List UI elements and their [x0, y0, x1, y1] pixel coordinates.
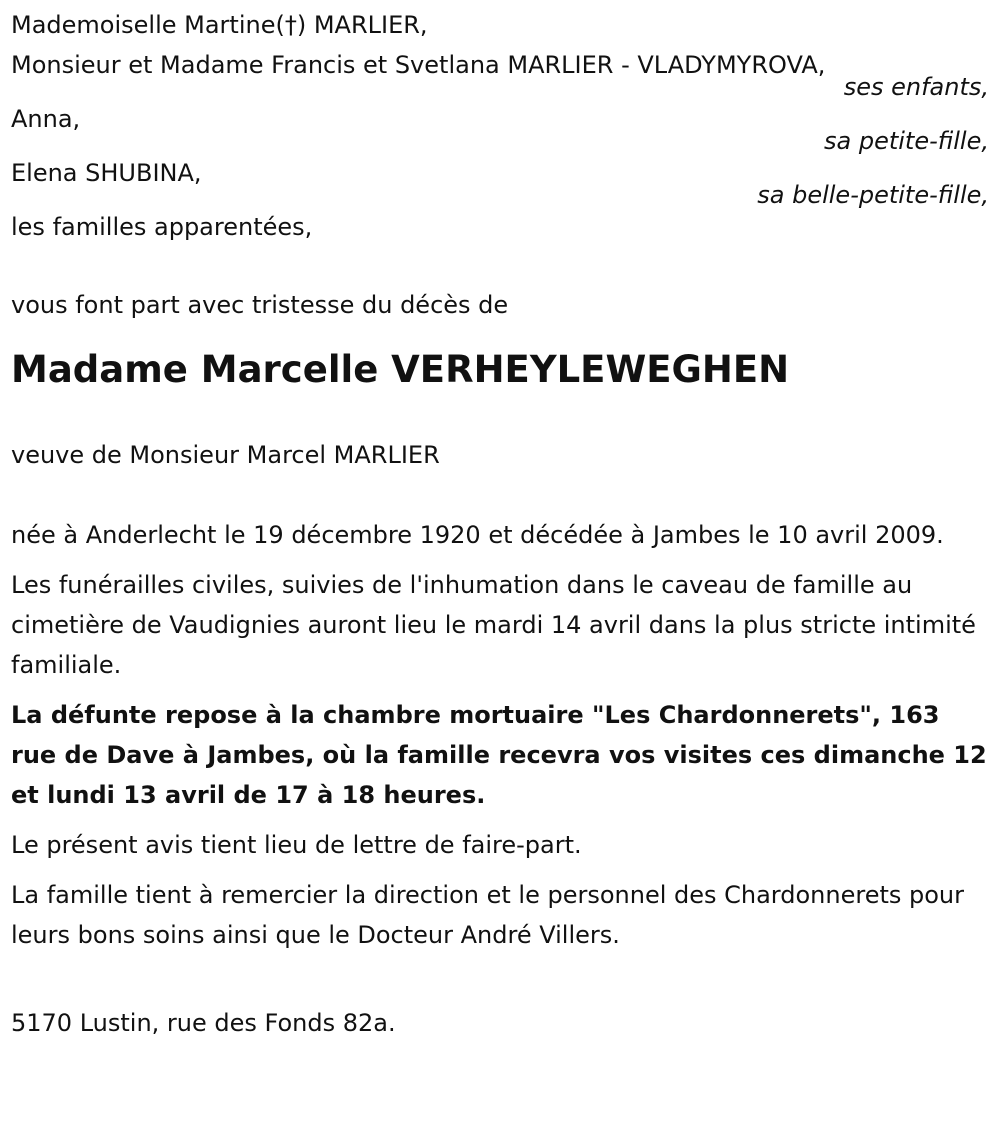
granddaughter-in-law-name: Elena SHUBINA,	[11, 159, 202, 187]
family-member-line-2: Monsieur et Madame Francis et Svetlana MARLIER - VLADYMYROVA,	[11, 51, 826, 79]
role-granddaughter-in-law: sa belle-petite-fille,	[757, 181, 989, 209]
thanks-message: La famille tient à remercier la direction et le personnel des Chardonnerets pour leurs bons soins ainsi que le Docteur André Villers.	[11, 881, 965, 949]
granddaughter-name: Anna,	[11, 105, 81, 133]
family-address: 5170 Lustin, rue des Fonds 82a.	[11, 1009, 396, 1037]
widow-of: veuve de Monsieur Marcel MARLIER	[11, 441, 440, 469]
role-granddaughter: sa petite-fille,	[824, 127, 989, 155]
spacer	[11, 965, 990, 1003]
notice-statement: Le présent avis tient lieu de lettre de faire-part.	[11, 831, 582, 859]
birth-death-dates: née à Anderlecht le 19 décembre 1920 et décédée à Jambes le 10 avril 2009.	[11, 521, 944, 549]
family-member-line-1: Mademoiselle Martine(†) MARLIER,	[11, 11, 428, 39]
spacer	[11, 475, 990, 515]
deceased-name: Madame Marcelle VERHEYLEWEGHEN	[11, 348, 790, 391]
announcement-intro: vous font part avec tristesse du décès de	[11, 291, 509, 319]
spacer	[11, 395, 990, 435]
related-families: les familles apparentées,	[11, 213, 313, 241]
funeral-details: Les funérailles civiles, suivies de l'inhumation dans le caveau de famille au cimetière de Vaudignies auront lieu le mardi 14 avril dans la plus stricte intimité familiale.	[11, 571, 976, 679]
spacer	[11, 247, 990, 285]
visitation-details: La défunte repose à la chambre mortuaire "Les Chardonnerets", 163 rue de Dave à Jambes, où la famille recevra vos visites ces dimanche 12 et lundi 13 avril de 17 à 18 heures.	[11, 701, 987, 809]
role-children: ses enfants,	[843, 73, 989, 101]
